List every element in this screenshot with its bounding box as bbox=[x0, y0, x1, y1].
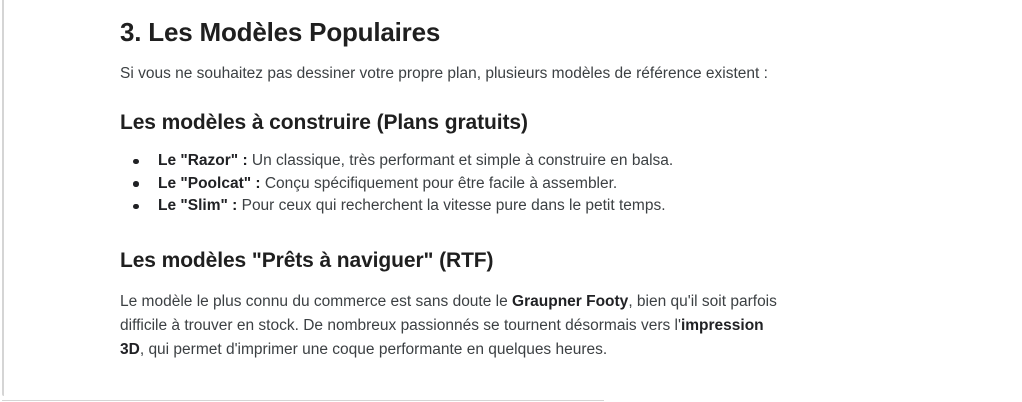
list-item bbox=[120, 150, 982, 173]
list-item bbox=[120, 173, 982, 196]
list-item-lead: Le "Poolcat" : bbox=[158, 174, 261, 192]
list-item-text: Pour ceux qui recherchent la vitesse pure dans le petit temps. bbox=[237, 197, 666, 214]
rtf-paragraph: Le modèle le plus connu du commerce est sans doute le Graupner Footy, bien qu'il soit parfois difficile à trouver en stock. De nombreux passionnés se tournent désormais vers l'impression 3D, qui permet d'imprimer une coque performante en quelques heures. bbox=[120, 292, 777, 358]
page-bottom-edge bbox=[2, 400, 604, 401]
list-item-text: Conçu spécifiquement pour être facile à assembler. bbox=[260, 174, 618, 192]
bullet-icon bbox=[133, 204, 139, 210]
section-title: 3. Les Modèles Populaires bbox=[120, 17, 441, 47]
bullet-icon bbox=[133, 159, 139, 165]
subsection-heading-rtf: Les modèles "Prêts à naviguer" (RTF) bbox=[120, 248, 494, 272]
list-item-text: Un classique, très performant et simple à construire en balsa. bbox=[247, 152, 674, 169]
list-item-lead: Le "Slim" : bbox=[158, 197, 238, 214]
intro-paragraph: Si vous ne souhaitez pas dessiner votre propre plan, plusieurs modèles de référence existent : bbox=[120, 65, 768, 82]
list-item bbox=[120, 195, 982, 218]
subsection-heading-plans: Les modèles à construire (Plans gratuits) bbox=[120, 111, 528, 134]
models-list bbox=[120, 150, 982, 218]
list-item-lead: Le "Razor" : bbox=[158, 152, 248, 169]
bullet-icon bbox=[133, 181, 139, 187]
